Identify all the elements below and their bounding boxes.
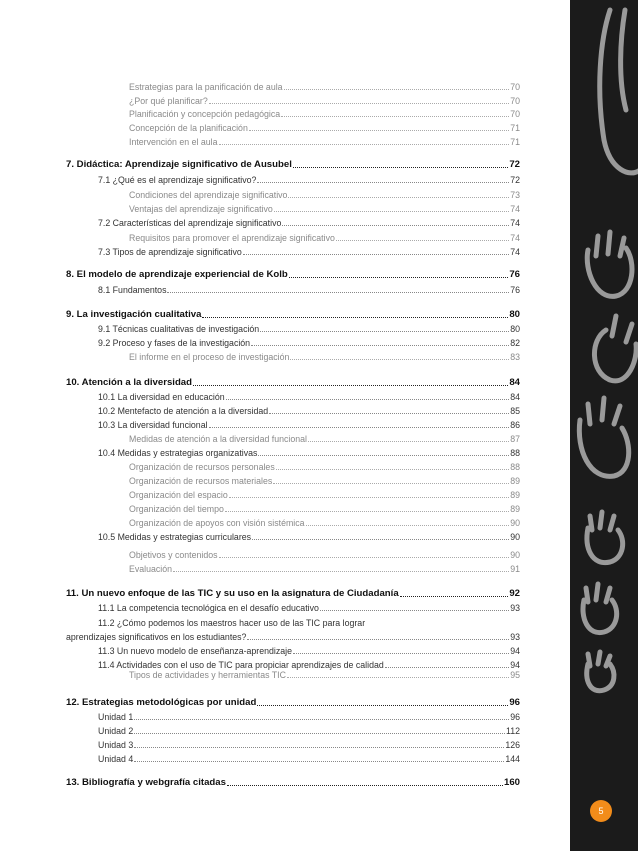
toc-entry-title: 7.2 Características del aprendizaje significativo xyxy=(98,218,282,228)
toc-entry-title: Planificación y concepción pedagógica xyxy=(129,109,281,119)
toc-entry-page: 96 xyxy=(510,712,520,722)
toc-entry-title: 10.2 Mentefacto de atención a la diversidad xyxy=(98,406,269,416)
toc-chapter-page: 76 xyxy=(509,269,520,280)
toc-entry xyxy=(98,405,520,417)
toc-entry-title: Organización de apoyos con visión sistémica xyxy=(129,518,305,528)
toc-entry-page: 74 xyxy=(510,204,520,214)
toc-entry xyxy=(129,108,520,120)
toc-entry-title-line1: 11.2 ¿Cómo podemos los maestros hacer uso de las TIC para lograr xyxy=(98,618,366,628)
toc-chapter xyxy=(66,377,520,389)
toc-entry xyxy=(98,174,520,186)
toc-entry xyxy=(129,351,520,363)
toc-chapter-title: 12. Estrategias metodológicas por unidad xyxy=(66,697,257,708)
toc-entry xyxy=(129,563,520,575)
toc-chapter-title: 8. El modelo de aprendizaje experiencial de Kolb xyxy=(66,269,288,280)
toc-chapter-page: 72 xyxy=(509,159,520,170)
toc-entry-title: 10.3 La diversidad funcional xyxy=(98,420,208,430)
toc-entry-title: 9.1 Técnicas cualitativas de investigación xyxy=(98,324,260,334)
toc-entry-page: 94 xyxy=(510,646,520,656)
toc-entry xyxy=(98,447,520,459)
toc-entry-title: Unidad 3 xyxy=(98,740,134,750)
toc-entry-title: Organización del espacio xyxy=(129,490,228,500)
toc-entry xyxy=(129,475,520,487)
toc-entry-page: 83 xyxy=(510,352,520,362)
toc-entry-page: 112 xyxy=(505,726,520,736)
toc-entry xyxy=(98,602,520,614)
toc-entry xyxy=(129,503,520,515)
toc-entry xyxy=(129,461,520,473)
toc-entry-title: 7.1 ¿Qué es el aprendizaje significativo? xyxy=(98,175,257,185)
toc-entry-page: 90 xyxy=(510,518,520,528)
toc-entry-page: 70 xyxy=(510,82,520,92)
toc-entry xyxy=(129,489,520,501)
toc-entry-title: 10.5 Medidas y estrategias curriculares xyxy=(98,532,252,542)
toc-chapter xyxy=(66,588,520,600)
toc-entry-title: Intervención en el aula xyxy=(129,137,218,147)
toc-entry-page: 126 xyxy=(505,740,520,750)
toc-entry-page: 91 xyxy=(510,564,520,574)
toc-entry-page: 93 xyxy=(510,632,520,642)
toc-entry-title: 11.4 Actividades con el uso de TIC para propiciar aprendizajes de calidad xyxy=(98,660,384,670)
toc-entry xyxy=(129,549,520,561)
toc-chapter xyxy=(66,269,520,281)
toc-entry xyxy=(129,232,520,244)
toc-entry-title: Requisitos para promover el aprendizaje significativo xyxy=(129,233,335,243)
toc-entry xyxy=(129,189,520,201)
toc-entry-title: ¿Por qué planificar? xyxy=(129,96,208,106)
toc-entry-title: 8.1 Fundamentos xyxy=(98,285,167,295)
toc-entry xyxy=(98,419,520,431)
toc-chapter-title: 10. Atención a la diversidad xyxy=(66,377,193,388)
toc-entry-page: 87 xyxy=(510,434,520,444)
page-number: 5 xyxy=(598,806,604,816)
toc-entry-page: 144 xyxy=(505,754,520,764)
toc-entry-page: 76 xyxy=(510,285,520,295)
toc-entry xyxy=(129,669,520,681)
toc-entry-title: 10.4 Medidas y estrategias organizativas xyxy=(98,448,258,458)
toc-chapter xyxy=(66,777,520,789)
toc-entry xyxy=(129,81,520,93)
toc-entry xyxy=(98,531,520,543)
toc-entry-title: Estrategias para la panificación de aula xyxy=(129,82,283,92)
toc-entry-title: aprendizajes significativos en los estudiantes? xyxy=(66,632,247,642)
toc-entry xyxy=(98,739,520,751)
toc-entry-title: Tipos de actividades y herramientas TIC xyxy=(129,670,286,680)
toc-entry-page: 74 xyxy=(510,233,520,243)
toc-entry-page: 95 xyxy=(510,670,520,680)
toc-entry-page: 84 xyxy=(510,392,520,402)
toc-entry xyxy=(129,95,520,107)
toc-entry xyxy=(98,391,520,403)
toc-entry-page: 73 xyxy=(510,190,520,200)
toc-entry-title: 11.3 Un nuevo modelo de enseñanza-aprendizaje xyxy=(98,646,292,656)
toc-entry-page: 89 xyxy=(510,476,520,486)
toc-chapter xyxy=(66,309,520,321)
toc-entry-title: Organización de recursos personales xyxy=(129,462,275,472)
toc-entry xyxy=(98,725,520,737)
toc-entry-title: Medidas de atención a la diversidad funcional xyxy=(129,434,308,444)
toc-chapter-page: 96 xyxy=(509,697,520,708)
toc-entry-title: Unidad 2 xyxy=(98,726,134,736)
toc-entry-page: 89 xyxy=(510,504,520,514)
toc-entry-page: 90 xyxy=(510,550,520,560)
toc-entry xyxy=(98,337,520,349)
decorative-sidebar xyxy=(570,0,638,851)
toc-entry-page: 70 xyxy=(510,96,520,106)
toc-entry-page: 88 xyxy=(510,462,520,472)
toc-entry-title: Ventajas del aprendizaje significativo xyxy=(129,204,273,214)
toc-entry xyxy=(98,284,520,296)
toc-entry-title: Unidad 1 xyxy=(98,712,134,722)
toc-chapter-title: 13. Bibliografía y webgrafía citadas xyxy=(66,777,226,788)
toc-entry-title: Organización del tiempo xyxy=(129,504,224,514)
toc-entry xyxy=(129,203,520,215)
toc-entry-title: 11.1 La competencia tecnológica en el desafío educativo xyxy=(98,603,319,613)
toc-entry-title: Evaluación xyxy=(129,564,173,574)
toc-entry xyxy=(98,217,520,229)
toc-entry-page: 74 xyxy=(510,218,520,228)
toc-entry-title: 9.2 Proceso y fases de la investigación xyxy=(98,338,251,348)
toc-chapter-page: 160 xyxy=(503,777,520,788)
toc-entry xyxy=(129,433,520,445)
toc-entry-page: 88 xyxy=(510,448,520,458)
toc-entry xyxy=(129,136,520,148)
toc-chapter-page: 84 xyxy=(509,377,520,388)
toc-entry-page: 94 xyxy=(510,660,520,670)
toc-entry-page: 74 xyxy=(510,247,520,257)
toc-chapter xyxy=(66,697,520,709)
toc-entry-title: Condiciones del aprendizaje significativo xyxy=(129,190,288,200)
toc-chapter-page: 92 xyxy=(509,588,520,599)
toc-entry-page: 80 xyxy=(510,324,520,334)
toc-entry-title: El informe en el proceso de investigación xyxy=(129,352,290,362)
toc-entry-page: 72 xyxy=(510,175,520,185)
toc-entry-page: 71 xyxy=(510,123,520,133)
toc-entry-title: 10.1 La diversidad en educación xyxy=(98,392,225,402)
toc-entry-page: 71 xyxy=(510,137,520,147)
toc-entry-title: Organización de recursos materiales xyxy=(129,476,273,486)
toc-chapter-title: 11. Un nuevo enfoque de las TIC y su uso en la asignatura de Ciudadanía xyxy=(66,588,399,599)
toc-entry-page: 93 xyxy=(510,603,520,613)
toc-chapter xyxy=(66,159,520,171)
toc-entry xyxy=(129,122,520,134)
page-number-badge xyxy=(590,800,612,822)
toc-entry xyxy=(129,517,520,529)
toc-entry xyxy=(98,753,520,765)
toc-entry-title: Objetivos y contenidos xyxy=(129,550,218,560)
toc-entry-title: Unidad 4 xyxy=(98,754,134,764)
toc-entry-page: 85 xyxy=(510,406,520,416)
toc-entry xyxy=(98,645,520,657)
toc-entry-page: 89 xyxy=(510,490,520,500)
toc-entry-title: Concepción de la planificación xyxy=(129,123,248,133)
toc-chapter-page: 80 xyxy=(509,309,520,320)
toc-entry-page: 86 xyxy=(510,420,520,430)
toc-chapter-title: 9. La investigación cualitativa xyxy=(66,309,202,320)
toc-entry xyxy=(98,323,520,335)
toc-entry-title: 7.3 Tipos de aprendizaje significativo xyxy=(98,247,242,257)
toc-entry-page: 82 xyxy=(510,338,520,348)
toc-entry xyxy=(98,246,520,258)
toc-entry-page: 70 xyxy=(510,109,520,119)
hand-doodles-icon xyxy=(570,0,638,851)
toc-chapter-title: 7. Didáctica: Aprendizaje significativo de Ausubel xyxy=(66,159,292,170)
toc-entry-page: 90 xyxy=(510,532,520,542)
toc-entry xyxy=(66,631,520,643)
toc-entry xyxy=(98,711,520,723)
